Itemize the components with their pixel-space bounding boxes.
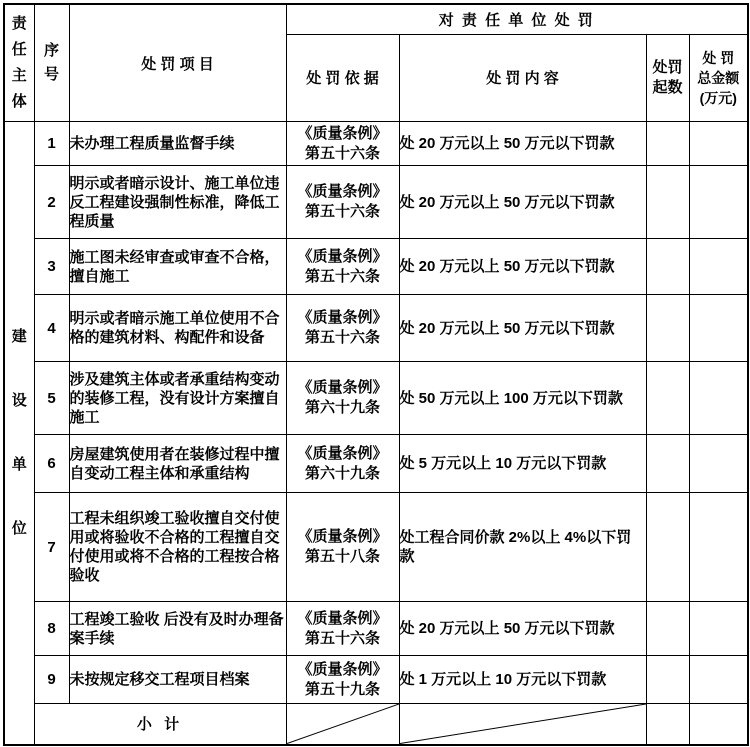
total-cell <box>689 656 748 704</box>
entity-cell <box>4 122 34 745</box>
basis-line1: 《质量条例》 <box>297 183 388 200</box>
content-cell: 处 20 万元以上 50 万元以下罚款 <box>399 295 646 362</box>
content-cell: 处 20 万元以上 50 万元以下罚款 <box>399 166 646 239</box>
seq-cell: 6 <box>34 435 69 493</box>
basis-line1: 《质量条例》 <box>297 247 388 265</box>
count-cell <box>646 166 689 239</box>
basis-line2: 第五十八条 <box>304 548 380 565</box>
basis-line1: 《质量条例》 <box>297 444 388 462</box>
basis-line2: 第五十六条 <box>304 329 380 346</box>
penalty-group-label: 对 责 任 单 位 处 罚 <box>438 11 595 29</box>
basis-cell <box>286 362 399 435</box>
table-row <box>4 295 748 362</box>
basis-line1: 《质量条例》 <box>297 609 388 627</box>
content-cell: 处 20 万元以上 50 万元以下罚款 <box>399 602 646 656</box>
subtotal-basis-cell <box>286 704 399 745</box>
item-cell: 工程竣工验收 后没有及时办理备案手续 <box>69 602 286 656</box>
basis-line1: 《质量条例》 <box>297 660 388 678</box>
basis-line2: 第五十六条 <box>304 144 380 162</box>
header-row-1 <box>4 4 748 34</box>
seq-cell: 9 <box>34 656 69 704</box>
total-cell <box>689 122 748 166</box>
seq-cell: 1 <box>34 122 69 166</box>
table-row <box>4 493 748 602</box>
table-row <box>4 239 748 295</box>
total-cell <box>689 602 748 656</box>
basis-cell <box>286 602 399 656</box>
seq-cell: 3 <box>34 239 69 295</box>
total-cell <box>689 239 748 295</box>
total-label-line2: 总金额 <box>697 69 740 86</box>
basis-line2: 第五十九条 <box>304 680 380 698</box>
count-cell <box>646 295 689 362</box>
col-header-responsible-entity <box>4 4 34 122</box>
item-cell: 施工图未经审查或审查不合格，擅自施工 <box>69 239 286 295</box>
basis-cell <box>286 166 399 239</box>
count-cell <box>646 435 689 493</box>
basis-cell <box>286 239 399 295</box>
content-cell: 处工程合同价款 2%以上 4%以下罚款 <box>399 493 646 602</box>
header-penalty-group <box>286 4 748 34</box>
seq-cell: 4 <box>34 295 69 362</box>
total-cell <box>689 493 748 602</box>
count-label: 处罚起数 <box>652 58 683 96</box>
content-label: 处 罚 内 容 <box>486 70 559 88</box>
diagonal-line <box>400 704 646 744</box>
content-cell: 处 20 万元以上 50 万元以下罚款 <box>399 122 646 166</box>
basis-cell <box>286 656 399 704</box>
basis-line2: 第五十六条 <box>304 267 380 285</box>
subtotal-label-cell: 小 计 <box>34 704 286 745</box>
item-cell: 明示或者暗示设计、施工单位违反工程建设强制性标准，降低工程质量 <box>69 166 286 239</box>
basis-line2: 第五十六条 <box>304 203 380 220</box>
basis-line2: 第六十九条 <box>304 399 380 416</box>
table-row <box>4 435 748 493</box>
total-cell <box>689 362 748 435</box>
responsible-entity-label: 责任主体 <box>11 15 27 110</box>
seq-cell: 7 <box>34 493 69 602</box>
total-label-line1: 处 罚 <box>702 49 735 66</box>
count-cell <box>646 362 689 435</box>
basis-cell <box>286 295 399 362</box>
col-header-item <box>69 4 286 122</box>
content-cell: 处 20 万元以上 50 万元以下罚款 <box>399 239 646 295</box>
diagonal-line <box>287 704 399 744</box>
count-cell <box>646 122 689 166</box>
subtotal-count-cell <box>646 704 689 745</box>
item-cell: 涉及建筑主体或者承重结构变动的装修工程，没有设计方案擅自施工 <box>69 362 286 435</box>
entity-label: 建设单位 <box>11 327 27 537</box>
basis-line2: 第五十六条 <box>304 629 380 647</box>
count-cell <box>646 656 689 704</box>
basis-line2: 第六十九条 <box>304 464 380 482</box>
seq-label: 序号 <box>43 42 59 83</box>
col-header-content <box>399 34 646 121</box>
item-cell: 工程未组织竣工验收擅自交付使用或将验收不合格的工程擅自交付使用或将不合格的工程按合格验收 <box>69 493 286 602</box>
table-row <box>4 602 748 656</box>
content-cell: 处 50 万元以上 100 万元以下罚款 <box>399 362 646 435</box>
table-row <box>4 166 748 239</box>
item-cell: 房屋建筑使用者在装修过程中擅自变动工程主体和承重结构 <box>69 435 286 493</box>
col-header-basis <box>286 34 399 121</box>
count-cell <box>646 493 689 602</box>
subtotal-total-cell <box>689 704 748 745</box>
subtotal-content-cell <box>399 704 646 745</box>
col-header-total <box>689 34 748 121</box>
content-cell: 处 5 万元以上 10 万元以下罚款 <box>399 435 646 493</box>
basis-line1: 《质量条例》 <box>297 309 388 326</box>
basis-line1: 《质量条例》 <box>297 379 388 396</box>
total-cell <box>689 295 748 362</box>
seq-cell: 2 <box>34 166 69 239</box>
total-cell <box>689 435 748 493</box>
basis-cell <box>286 493 399 602</box>
table-row <box>4 656 748 704</box>
count-cell <box>646 239 689 295</box>
count-cell <box>646 602 689 656</box>
total-cell <box>689 166 748 239</box>
table-row <box>4 362 748 435</box>
table-row <box>4 122 748 166</box>
basis-line1: 《质量条例》 <box>297 124 388 142</box>
subtotal-row <box>4 704 748 745</box>
penalty-table <box>3 3 749 746</box>
basis-cell <box>286 122 399 166</box>
item-cell: 未办理工程质量监督手续 <box>69 122 286 166</box>
seq-cell: 5 <box>34 362 69 435</box>
total-label-line3: (万元) <box>699 89 737 106</box>
item-cell: 未按规定移交工程项目档案 <box>69 656 286 704</box>
col-header-count <box>646 34 689 121</box>
col-header-seq <box>34 4 69 122</box>
item-cell: 明示或者暗示施工单位使用不合格的建筑材料、构配件和设备 <box>69 295 286 362</box>
basis-label: 处 罚 依 据 <box>306 70 379 88</box>
basis-cell <box>286 435 399 493</box>
basis-line1: 《质量条例》 <box>297 528 388 545</box>
content-cell: 处 1 万元以上 10 万元以下罚款 <box>399 656 646 704</box>
item-label: 处 罚 项 目 <box>141 55 214 73</box>
seq-cell: 8 <box>34 602 69 656</box>
